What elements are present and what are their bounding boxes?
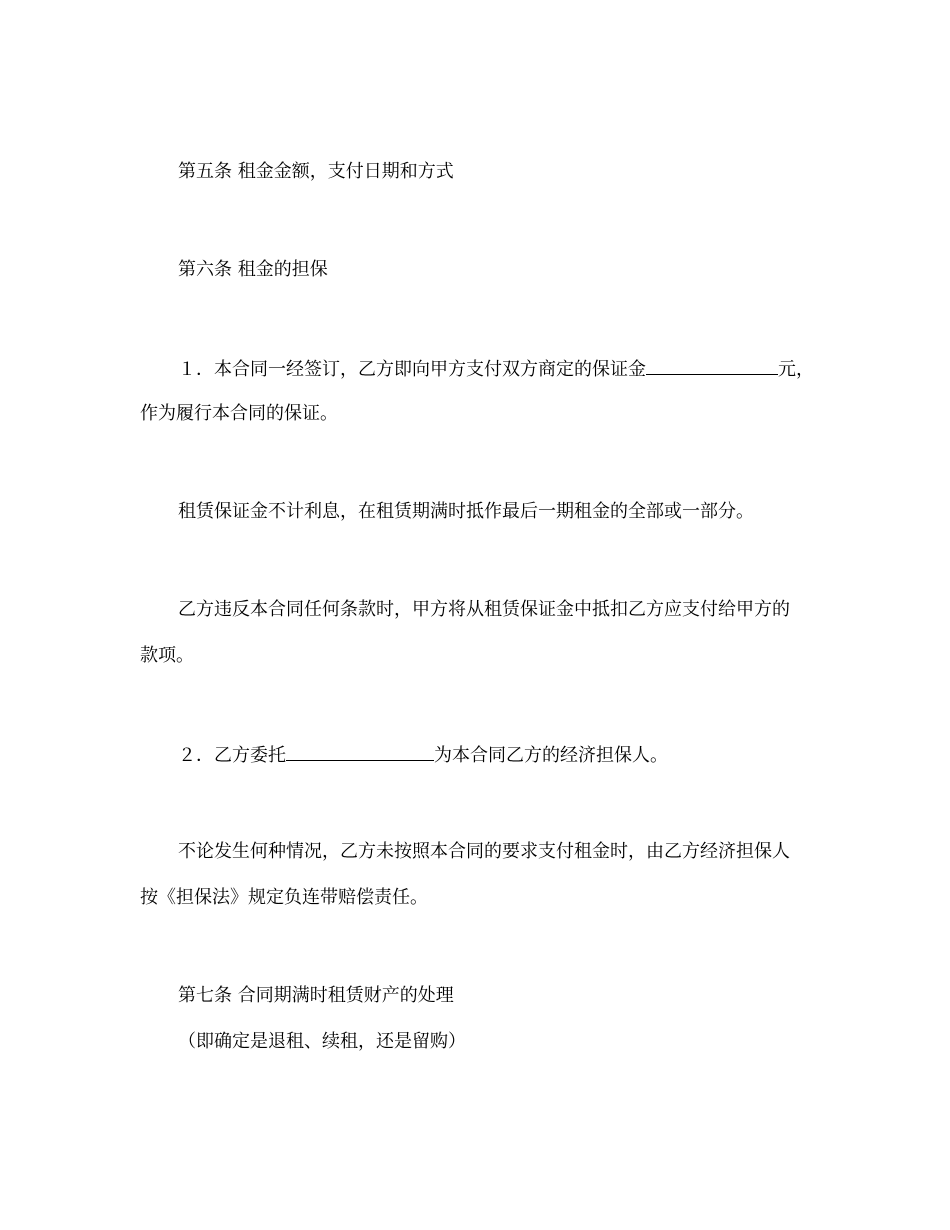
- violation-paragraph-line2: 款项。: [140, 645, 194, 666]
- deposit-amount-blank: [646, 356, 778, 375]
- item1-prefix: １．本合同一经签订，乙方即向甲方支付双方商定的保证金: [178, 359, 646, 380]
- guarantee-paragraph-line2: 按《担保法》规定负连带赔偿责任。: [140, 887, 428, 908]
- article6-item1-line2: 作为履行本合同的保证。: [140, 403, 338, 424]
- guarantee-paragraph-line1: 不论发生何种情况，乙方未按照本合同的要求支付租金时，由乙方经济担保人: [178, 841, 790, 862]
- article7-note: （即确定是退租、续租，还是留购）: [178, 1031, 466, 1052]
- article6-item2: [178, 742, 668, 768]
- item2-prefix: ２．乙方委托: [178, 745, 286, 766]
- guarantor-name-blank: [286, 742, 434, 761]
- item1-suffix: 元，: [778, 359, 814, 380]
- article6-item1-line1: [178, 356, 814, 382]
- item2-suffix: 为本合同乙方的经济担保人。: [434, 745, 668, 766]
- article7-title: 第七条 合同期满时租赁财产的处理: [178, 985, 454, 1006]
- article5-title: 第五条 租金金额，支付日期和方式: [178, 161, 454, 182]
- article6-title: 第六条 租金的担保: [178, 259, 328, 280]
- deposit-interest-paragraph: 租赁保证金不计利息，在租赁期满时抵作最后一期租金的全部或一部分。: [178, 501, 754, 522]
- violation-paragraph-line1: 乙方违反本合同任何条款时，甲方将从租赁保证金中抵扣乙方应支付给甲方的: [178, 599, 790, 620]
